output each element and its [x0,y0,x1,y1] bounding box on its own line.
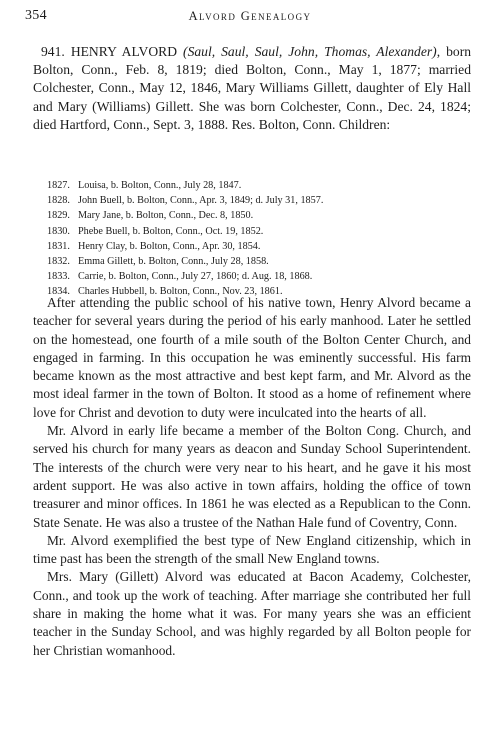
child-item [47,178,467,193]
child-text: Emma Gillett, b. Bolton, Conn., July 28, 1858. [78,256,269,268]
entry-text: , born Bolton, Conn., Feb. 8, 1819; died Bolton, Conn., May 1, 1877; married Colchester, Conn., May 12, 1846, Mary Williams Gillett, daughter of Ely Hall and Mary (Williams) Gillett. She was born Colchester, Conn., Dec. 24, 1824; died Hartford, Conn., Sept. 3, 1888. Res. Bolton, Conn. Children: [33,44,472,132]
child-text: Louisa, b. Bolton, Conn., July 28, 1847. [78,180,242,191]
child-item [47,254,467,269]
children-list [47,178,467,300]
child-number: 1834. [47,286,70,298]
biography [33,294,471,660]
child-number: 1828. [47,195,70,207]
child-number: 1830. [47,225,70,237]
child-text: Charles Hubbell, b. Bolton, Conn., Nov. 23, 1861. [78,286,283,298]
entry-name: HENRY ALVORD [70,44,178,59]
child-item [47,193,467,208]
running-title: Alvord Genealogy [188,9,312,23]
bio-paragraph: After attending the public school of his native town, Henry Alvord became a teacher for several years during the period of his early manhood. Later he settled on the homestead, one fourth of a mile south of the Bolton Center Church, and engaged in farming. In this occupation he was eminently successful. His farm became known as the most attractive and best kept farm, and Mr. Alvord as the most ideal farmer in the town of Bolton. It stood as a home of refinement where love for Christ and devotion to duty were inculcated into the hearts of all. [33,295,471,420]
child-text: John Buell, b. Bolton, Conn., Apr. 3, 1849; d. July 31, 1857. [78,195,324,207]
entry-lineage: (Saul, Saul, Saul, John, Thomas, Alexander) [183,44,437,59]
bio-paragraph: Mrs. Mary (Gillett) Alvord was educated at Bacon Academy, Colchester, Conn., and took up the work of teaching. After marriage she contributed her full share in making the home what it was. For many years she was an efficient teacher in the Sunday School, and was highly regarded by all Bolton people for her Christian womanhood. [33,569,471,658]
child-item [47,208,467,223]
child-text: Phebe Buell, b. Bolton, Conn., Oct. 19, 1852. [78,225,264,237]
child-number: 1832. [47,256,70,268]
child-number: 1827. [47,180,70,191]
child-text: Mary Jane, b. Bolton, Conn., Dec. 8, 1850. [78,210,254,222]
child-number: 1831. [47,240,70,252]
child-item [47,269,467,284]
bio-paragraph: Mr. Alvord exemplified the best type of New England citizenship, which in time past has been the strength of the small New England towns. [33,532,471,567]
running-head [25,8,475,28]
bio-paragraph: Mr. Alvord in early life became a member of the Bolton Cong. Church, and served his church for many years as deacon and Sunday School Superintendent. The interests of the church were very near to his heart, and he gave it his most ardent support. He was also active in town affairs, holding the office of town treasurer and minor offices. In 1861 he was elected as a Republican to the Conn. State Senate. He was also a trustee of the Nathan Hale fund of Coventry, Conn. [33,423,471,530]
child-number: 1829. [47,210,70,222]
child-item [47,239,467,254]
child-number: 1833. [47,271,70,283]
genealogy-entry [33,43,471,134]
child-text: Carrie, b. Bolton, Conn., July 27, 1860; d. Aug. 18, 1868. [78,271,313,283]
page-number: 354 [25,8,47,23]
child-item [47,224,467,239]
child-text: Henry Clay, b. Bolton, Conn., Apr. 30, 1854. [78,240,261,252]
entry-number: 941. [41,44,65,59]
